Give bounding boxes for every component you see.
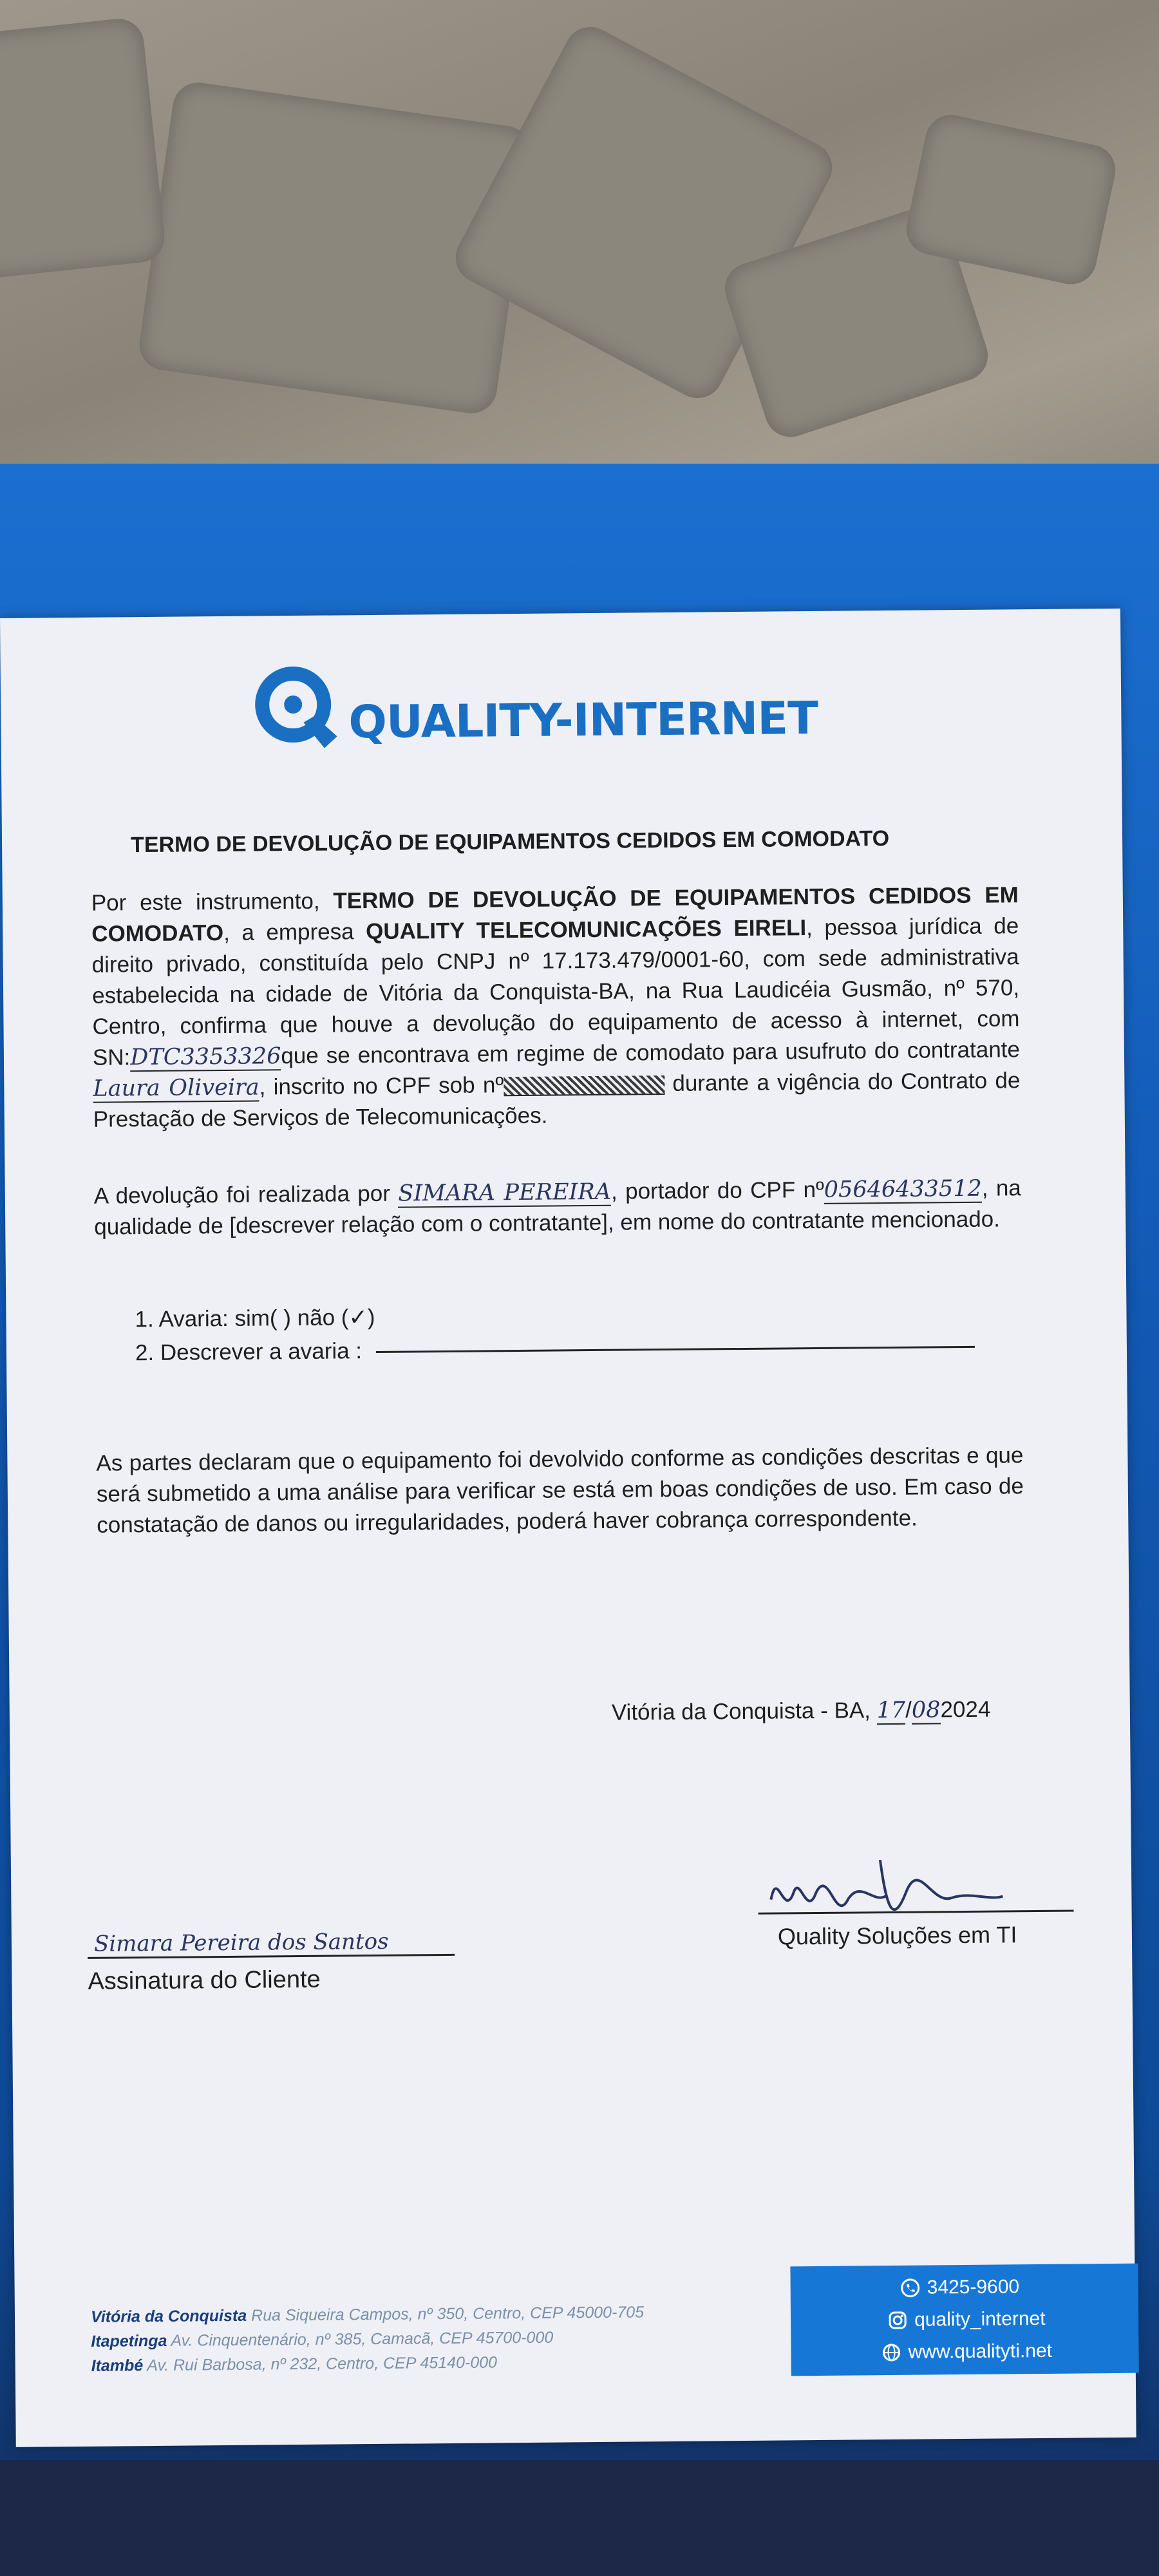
footer-addresses [91, 2300, 645, 2378]
contact-box [790, 2264, 1138, 2376]
text-segment: , na qualidade de [descrever relação com o contratante], em nome do contratante mencionado. [94, 1175, 1021, 1240]
address-text: Av. Rui Barbosa, nº 232, Centro, CEP 45140-000 [143, 2353, 498, 2375]
instagram-handle: quality_internet [914, 2307, 1046, 2331]
paragraph-conditions: As partes declaram que o equipamento foi devolvido conforme as condições descritas e que será submetido a uma análise para verificar se está em boas condições de uso. Em caso de constatação de danos ou irregularidades, poderá haver cobrança correspondente. [96, 1443, 1024, 1538]
address-city: Itambé [91, 2356, 144, 2375]
text-segment: A devolução foi realizada por [93, 1180, 399, 1209]
company-logo [253, 661, 818, 757]
damage-description-line [376, 1346, 975, 1353]
list-item [135, 1329, 975, 1370]
damage-description-label: Descrever a avaria : [160, 1338, 363, 1365]
instagram-contact [887, 2308, 1046, 2331]
returner-name-handwritten: SIMARA PEREIRA [398, 1179, 612, 1207]
globe-icon [881, 2342, 901, 2363]
company-signature-scribble [758, 1852, 1068, 1932]
bold-term: TERMO DE DEVOLUÇÃO DE EQUIPAMENTOS CEDIDOS EM COMODATO [91, 882, 1019, 947]
phone-contact [900, 2276, 1020, 2299]
paragraph-return [94, 1173, 1022, 1243]
address-city: Itapetinga [91, 2331, 167, 2351]
website-contact [881, 2340, 1052, 2363]
damage-question: Avaria: sim( ) não (✓) [158, 1304, 375, 1332]
client-signature-block [88, 1928, 455, 1996]
client-signature-handwritten: Simara Pereira dos Santos [93, 1928, 389, 1957]
address-text: Av. Cinquentenário, nº 385, Camacã, CEP 45700-000 [167, 2328, 554, 2350]
quality-logo-icon [253, 665, 344, 756]
client-signature-label: Assinatura do Cliente [88, 1965, 321, 1995]
text-segment: , a empresa [223, 919, 366, 945]
contractor-name-handwritten: Laura Oliveira [93, 1074, 259, 1102]
instagram-icon [887, 2310, 908, 2331]
text-segment: , portador do CPF nº [610, 1177, 824, 1204]
text-segment: Por este instrumento, [91, 888, 334, 916]
cpf-handwritten: 05646433512 [824, 1175, 982, 1203]
list-number: 2. [135, 1340, 155, 1366]
text-segment: , inscrito no CPF sob nº [259, 1072, 504, 1100]
paragraph-declaration [91, 880, 1021, 1135]
year-text: 2024 [940, 1696, 991, 1723]
company-signature-label: Quality Soluções em TI [777, 1921, 1017, 1950]
text-segment: durante a vigência do Contrato de Prestação de Serviços de Telecomunicações. [93, 1068, 1021, 1132]
address-text: Rua Siqueira Campos, nº 350, Centro, CEP 45000-705 [247, 2303, 645, 2325]
bold-company-name: QUALITY TELECOMUNICAÇÕES EIRELI [365, 915, 807, 945]
phone-number: 3425-9600 [927, 2276, 1020, 2298]
month-handwritten: 08 [911, 1697, 941, 1723]
paving-stone [0, 16, 167, 279]
document-title: TERMO DE DEVOLUÇÃO DE EQUIPAMENTOS CEDIDOS EM COMODATO [130, 826, 890, 858]
place-and-date [612, 1697, 991, 1726]
text-segment: que se encontrava em regime de comodato para usufruto do contratante [281, 1037, 1021, 1069]
logo-text: QUALITY-INTERNET [348, 691, 818, 749]
website-link[interactable]: www.qualityti.net [908, 2340, 1053, 2363]
address-line [91, 2300, 644, 2329]
serial-number-handwritten: DTC3353326 [130, 1043, 281, 1071]
city-text: Vitória da Conquista - BA, [611, 1698, 877, 1725]
damage-list [135, 1296, 975, 1370]
address-line [91, 2349, 645, 2378]
day-handwritten: 17 [876, 1697, 906, 1724]
text-segment: , pessoa jurídica de direito privado, constituída pelo CNPJ nº 17.173.479/0001-60, com sede administrativa estabelecida na cidade de Vitória da Conquista-BA, na Rua Laudicéia Gusmão, nº 570, Centro, confirma que houve a devolução do equipamento de acesso à internet, com SN: [91, 913, 1020, 1070]
whatsapp-icon [900, 2278, 921, 2298]
list-number: 1. [135, 1306, 154, 1332]
document-page [0, 609, 1136, 2447]
company-signature-block [758, 1852, 1074, 1951]
redacted-cpf [504, 1075, 664, 1096]
dark-floor [0, 2460, 1159, 2576]
address-city: Vitória da Conquista [90, 2306, 247, 2326]
date-separator: / [905, 1697, 912, 1723]
